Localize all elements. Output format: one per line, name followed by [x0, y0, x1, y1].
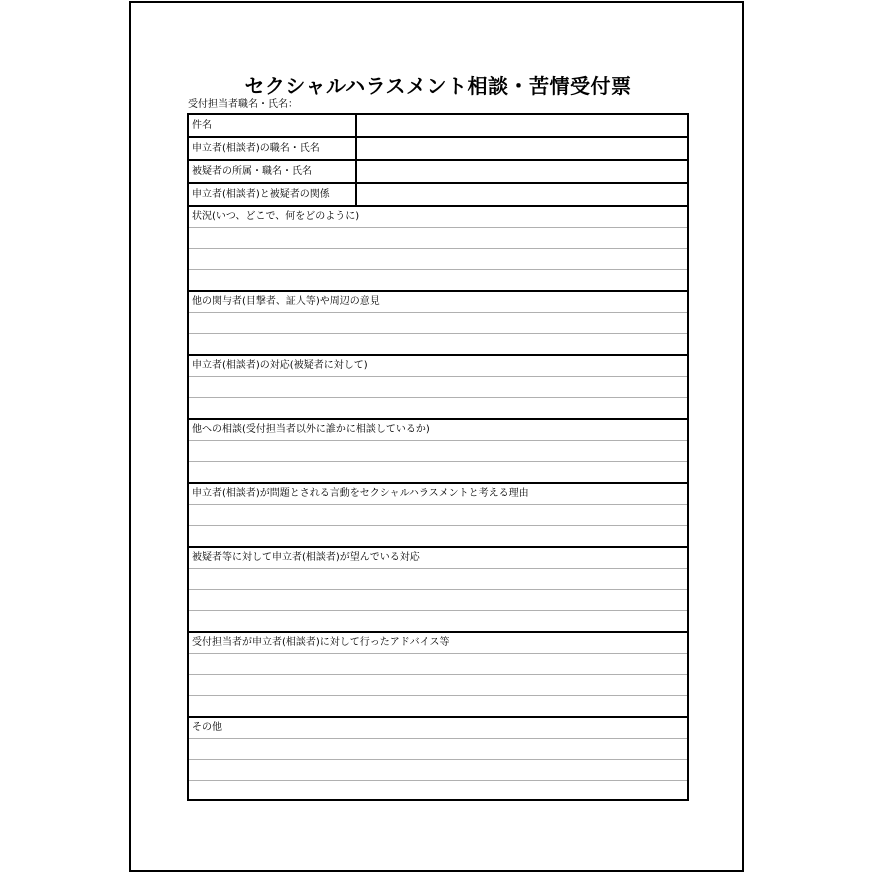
- field-label: 申立者(相談者)の職名・氏名: [189, 138, 357, 159]
- subject-field[interactable]: [357, 115, 687, 136]
- ruled-line: [189, 269, 687, 270]
- ruled-line: [189, 333, 687, 334]
- section-label: 他への相談(受付担当者以外に誰かに相談しているか): [192, 424, 430, 435]
- ruled-line: [189, 397, 687, 398]
- ruled-line: [189, 525, 687, 526]
- ruled-line: [189, 653, 687, 654]
- section-other-consultation[interactable]: [189, 420, 687, 484]
- section-label: その他: [192, 722, 222, 733]
- section-other[interactable]: [189, 718, 687, 799]
- ruled-line: [189, 568, 687, 569]
- ruled-line: [189, 504, 687, 505]
- ruled-line: [189, 440, 687, 441]
- section-label: 他の関与者(目撃者、証人等)や周辺の意見: [192, 296, 380, 307]
- section-label: 申立者(相談者)の対応(被疑者に対して): [192, 360, 368, 371]
- accused-field[interactable]: [357, 161, 687, 182]
- section-desired-response[interactable]: [189, 548, 687, 633]
- field-row-complainant: [189, 138, 687, 161]
- field-row-relationship: [189, 184, 687, 207]
- section-other-parties[interactable]: [189, 292, 687, 356]
- ruled-line: [189, 695, 687, 696]
- ruled-line: [189, 227, 687, 228]
- field-label: 被疑者の所属・職名・氏名: [189, 161, 357, 182]
- section-label: 被疑者等に対して申立者(相談者)が望んでいる対応: [192, 552, 420, 563]
- section-label: 状況(いつ、どこで、何をどのように): [192, 211, 360, 222]
- field-label: 件名: [189, 115, 357, 136]
- relationship-field[interactable]: [357, 184, 687, 205]
- section-situation[interactable]: [189, 207, 687, 292]
- section-reason[interactable]: [189, 484, 687, 548]
- ruled-line: [189, 461, 687, 462]
- ruled-line: [189, 674, 687, 675]
- ruled-line: [189, 738, 687, 739]
- ruled-line: [189, 376, 687, 377]
- ruled-line: [189, 248, 687, 249]
- section-label: 申立者(相談者)が問題とされる言動をセクシャルハラスメントと考える理由: [192, 488, 529, 499]
- field-row-subject: [189, 115, 687, 138]
- complainant-field[interactable]: [357, 138, 687, 159]
- ruled-line: [189, 780, 687, 781]
- field-label: 申立者(相談者)と被疑者の関係: [189, 184, 357, 205]
- section-complainant-response[interactable]: [189, 356, 687, 420]
- form-title: セクシャルハラスメント相談・苦情受付票: [244, 74, 632, 98]
- section-label: 受付担当者が申立者(相談者)に対して行ったアドバイス等: [192, 637, 450, 648]
- receiver-label: 受付担当者職名・氏名：: [188, 99, 298, 110]
- ruled-line: [189, 759, 687, 760]
- field-row-accused: [189, 161, 687, 184]
- consultation-form: [187, 113, 689, 801]
- ruled-line: [189, 589, 687, 590]
- ruled-line: [189, 610, 687, 611]
- ruled-line: [189, 312, 687, 313]
- section-advice[interactable]: [189, 633, 687, 718]
